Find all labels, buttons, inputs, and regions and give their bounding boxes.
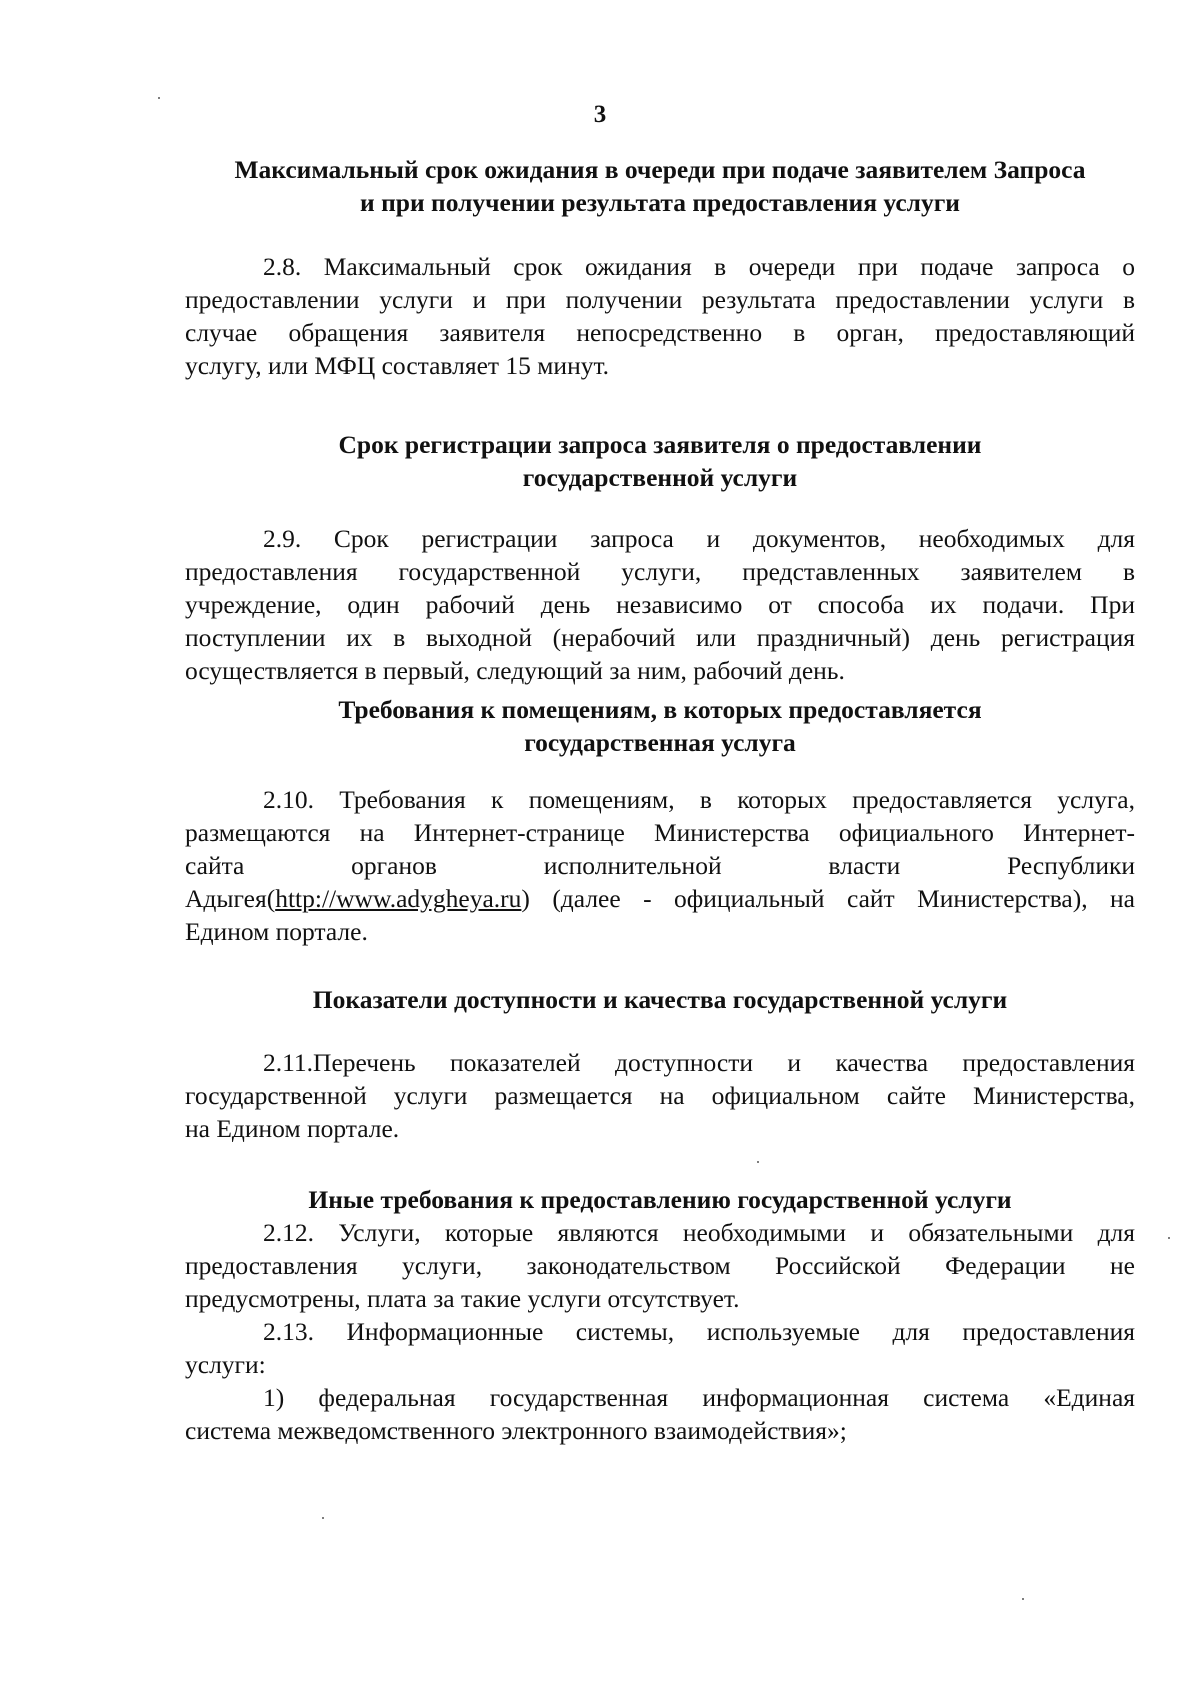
text-line: 2.8. Максимальный срок ожидания в очереди при подаче запроса о [263, 252, 1135, 281]
heading-line: Иные требования к предоставлению государственной услуги [308, 1185, 1012, 1214]
text-line: государственной услуги размещается на официальном сайте Министерства, [185, 1081, 1135, 1110]
scan-speck [1168, 1237, 1170, 1239]
heading-premises-requirements [185, 693, 1135, 759]
heading-other-requirements [185, 1183, 1135, 1216]
paragraph-2-12 [185, 1216, 1135, 1315]
paragraph-2-8 [185, 250, 1135, 382]
heading-line: государственная услуга [524, 728, 796, 757]
scan-speck [322, 1517, 324, 1519]
text-fragment: ) (далее - официальный сайт Министерства), на [521, 884, 1135, 913]
text-line: 2.11.Перечень показателей доступности и качества предоставления [263, 1048, 1135, 1077]
paragraph-2-10 [185, 783, 1135, 948]
text-line: на Едином портале. [185, 1114, 400, 1143]
text-line: учреждение, один рабочий день независимо от способа их подачи. При [185, 590, 1135, 619]
paragraph-2-11 [185, 1046, 1135, 1145]
heading-line: Показатели доступности и качества государственной услуги [312, 985, 1008, 1014]
text-line: система межведомственного электронного взаимодействия»; [185, 1416, 847, 1445]
text-line: случае обращения заявителя непосредственно в орган, предоставляющий [185, 318, 1135, 347]
text-line [185, 882, 1135, 915]
text-line: предусмотрены, плата за такие услуги отсутствует. [185, 1284, 740, 1313]
heading-line: и при получении результата предоставления услуги [360, 188, 960, 217]
text-line: 2.12. Услуги, которые являются необходимыми и обязательными для [263, 1218, 1135, 1247]
text-line: осуществляется в первый, следующий за ним, рабочий день. [185, 656, 845, 685]
scan-speck [1022, 1598, 1024, 1600]
heading-accessibility-indicators [185, 983, 1135, 1016]
heading-registration-term [185, 428, 1135, 494]
list-item-1 [185, 1381, 1135, 1447]
text-line: 1) федеральная государственная информационная система «Единая [263, 1383, 1135, 1412]
text-line: 2.9. Срок регистрации запроса и документов, необходимых для [263, 524, 1135, 553]
heading-waiting-time [185, 153, 1135, 219]
heading-line: Требования к помещениям, в которых предоставляется [338, 695, 982, 724]
page-number: 3 [593, 101, 607, 128]
heading-line: государственной услуги [522, 463, 798, 492]
paragraph-2-9 [185, 522, 1135, 687]
text-line: 2.10. Требования к помещениям, в которых предоставляется услуга, [263, 785, 1135, 814]
text-line: поступлении их в выходной (нерабочий или праздничный) день регистрация [185, 623, 1135, 652]
text-line: 2.13. Информационные системы, используемые для предоставления [263, 1317, 1135, 1346]
text-line: предоставлении услуги и при получении результата предоставлении услуги в [185, 285, 1135, 314]
text-line: услуги: [185, 1350, 266, 1379]
text-line: предоставления государственной услуги, представленных заявителем в [185, 557, 1135, 586]
paragraph-2-13 [185, 1315, 1135, 1381]
text-line: Едином портале. [185, 917, 368, 946]
heading-line: Срок регистрации запроса заявителя о предоставлении [338, 430, 982, 459]
scan-speck [158, 97, 160, 99]
text-line: предоставления услуги, законодательством Российской Федерации не [185, 1251, 1135, 1280]
text-fragment: Адыгея( [185, 884, 276, 913]
text-line: размещаются на Интернет-странице Министерства официального Интернет- [185, 818, 1135, 847]
text-line: услугу, или МФЦ составляет 15 минут. [185, 351, 610, 380]
scan-speck [757, 1161, 759, 1163]
text-line: сайта органов исполнительной власти Республики [185, 851, 1135, 880]
heading-line: Максимальный срок ожидания в очереди при подаче заявителем Запроса [234, 155, 1086, 184]
ministry-website-link[interactable]: http://www.adygheya.ru [275, 884, 522, 913]
